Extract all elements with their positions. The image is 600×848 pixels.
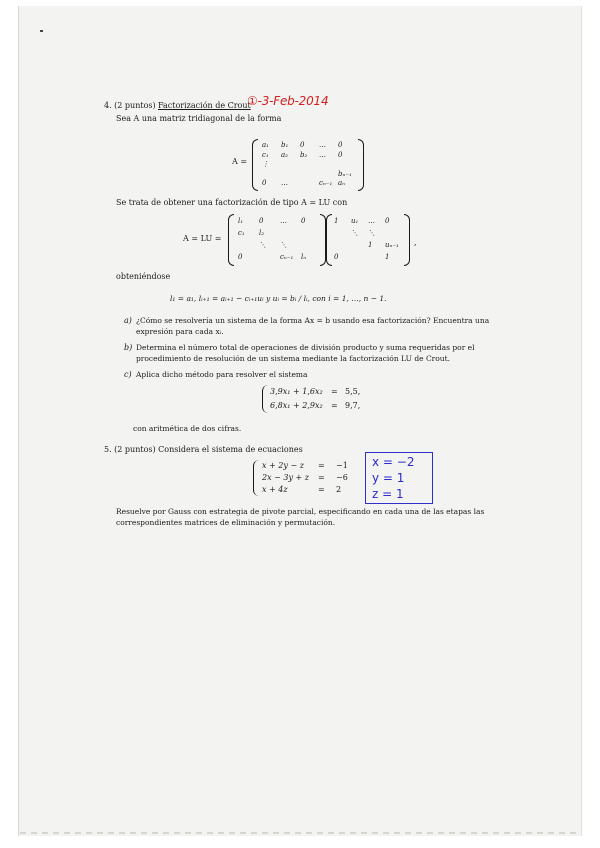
system4-row1-eq: = [331, 387, 338, 396]
item-c-line1: Aplica dicho método para resolver el sistema [136, 370, 308, 379]
matrix-l-cell: ⋱ [259, 241, 266, 249]
system5-row1-eq: = [318, 461, 325, 470]
matrix-l-cell: 0 [259, 217, 264, 225]
matrix-l-cell: l₂ [259, 229, 265, 237]
matrix-a-cell: 0 [300, 141, 305, 149]
handwritten-answer-box [365, 452, 433, 504]
matrix-u-left-paren [326, 214, 332, 266]
system5-row2-lhs: 2x − 3y + z [262, 473, 310, 482]
matrix-a-right-paren [358, 139, 364, 191]
answer-y: y = 1 [372, 471, 405, 485]
item-b-line1: Determina el número total de operaciones de división producto y suma requeridas por el [136, 343, 475, 352]
matrix-u-cell: … [368, 217, 375, 225]
matrix-a-cell: b₂ [300, 150, 308, 159]
matrix-a-cell: 0 [338, 141, 343, 149]
matrix-u-cell: 1 [385, 253, 390, 261]
matrix-u-cell: 1 [368, 241, 373, 249]
matrix-a-cell: 0 [338, 150, 343, 159]
matrix-u-cell: 1 [334, 217, 339, 225]
system4-brace [262, 385, 269, 413]
item-b-label: b) [124, 343, 133, 352]
system5-brace [253, 460, 260, 496]
system5-row2-eq: = [318, 473, 325, 482]
problem5-header: 5. (2 puntos) Considera el sistema de ecuaciones [104, 445, 303, 454]
matrix-l-cell: lₙ [301, 253, 307, 261]
matrix-l-cell: c₁ [238, 229, 245, 237]
system4-row2-lhs: 6,8x₁ + 2,9x₂ [270, 401, 323, 410]
obtaining-text: obteniéndose [116, 272, 171, 281]
matrix-l-cell: 0 [238, 253, 243, 261]
matrix-u-cell: u₁ [351, 217, 359, 225]
matrix-l-cell: 0 [301, 217, 306, 225]
matrix-u-cell: ⋱ [351, 229, 358, 237]
system5-row1-rhs: −1 [336, 461, 348, 470]
lu-intro: Se trata de obtener una factorización de tipo A = LU con [116, 198, 348, 207]
matrix-a-cell: b₁ [281, 141, 289, 149]
scanned-page [18, 6, 582, 836]
system5-row2-rhs: −6 [336, 473, 348, 482]
matrix-a-label: A = [232, 157, 248, 166]
answer-z: z = 1 [372, 487, 404, 501]
matrix-u-cell: 0 [385, 217, 390, 225]
item-a-line1: ¿Cómo se resolvería un sistema de la forma Ax = b usando esa factorización? Encuentra una [136, 316, 490, 325]
problem4-title: Factorización de Crout [158, 101, 251, 110]
item-c-label: c) [124, 370, 132, 379]
matrix-l-cell: ⋱ [280, 241, 287, 249]
matrix-l-cell: cₙ₋₁ [280, 253, 294, 261]
system4-row1-rhs: 5,5, [345, 387, 361, 396]
matrix-a-cell: … [281, 179, 288, 187]
problem4-number: 4. (2 puntos) [104, 101, 156, 110]
system5-row3-lhs: x + 4z [262, 485, 288, 494]
matrix-a-cell: c₁ [262, 150, 269, 159]
matrix-a-cell: … [319, 141, 326, 149]
scan-edge [20, 832, 578, 834]
matrix-l-left-paren [228, 214, 234, 266]
matrix-a-cell: bₙ₋₁ [338, 169, 352, 178]
matrix-a-cell: cₙ₋₁ [319, 179, 333, 187]
system5-row1-lhs: x + 2y − z [262, 461, 304, 470]
matrix-a-left-paren [252, 139, 258, 191]
lu-suffix: , [414, 238, 417, 247]
item-a-line2: expresión para cada xᵢ. [136, 327, 224, 336]
matrix-a-cell: ⋮ [262, 160, 269, 168]
matrix-l-cell: … [280, 217, 287, 225]
matrix-a-cell: a₁ [262, 141, 269, 149]
item-b-line2: procedimiento de resolución de un sistema mediante la factorización LU de Crout. [136, 354, 451, 363]
problem4-intro: Sea A una matriz tridiagonal de la forma [116, 114, 282, 123]
problem5-instructions-line2: correspondientes matrices de eliminación y permutación. [116, 518, 336, 527]
matrix-l-cell: l₁ [238, 217, 244, 225]
system4-row2-eq: = [331, 401, 338, 410]
handwritten-date-annotation: ①-3-Feb-2014 [247, 94, 329, 108]
system5-row3-rhs: 2 [336, 485, 342, 494]
matrix-u-right-paren [404, 214, 410, 266]
matrix-u-cell: uₙ₋₁ [385, 241, 399, 249]
answer-x: x = −2 [372, 455, 415, 469]
crout-formula: l₁ = a₁, lᵢ₊₁ = aᵢ₊₁ − cᵢ₊₁uᵢ y uᵢ = bᵢ / lᵢ, con i = 1, …, n − 1. [170, 294, 387, 303]
system4-row2-rhs: 9,7, [345, 401, 361, 410]
matrix-u-cell: ⋱ [368, 229, 375, 237]
system5-row3-eq: = [318, 485, 325, 494]
problem5-instructions-line1: Resuelve por Gauss con estrategia de pivote parcial, especificando en cada una de las etapas las [116, 507, 485, 516]
matrix-a-cell: aₙ [338, 179, 346, 187]
lu-label: A = LU = [183, 234, 222, 243]
matrix-u-cell: 0 [334, 253, 339, 261]
item-a-label: a) [124, 316, 132, 325]
system4-row1-lhs: 3,9x₁ + 1,6x₂ [270, 387, 323, 396]
scan-speck [40, 30, 43, 32]
matrix-a-cell: a₂ [281, 150, 288, 159]
matrix-a-cell: … [319, 150, 326, 159]
system4-note: con aritmética de dos cifras. [133, 424, 242, 433]
matrix-a-cell: 0 [262, 179, 267, 187]
